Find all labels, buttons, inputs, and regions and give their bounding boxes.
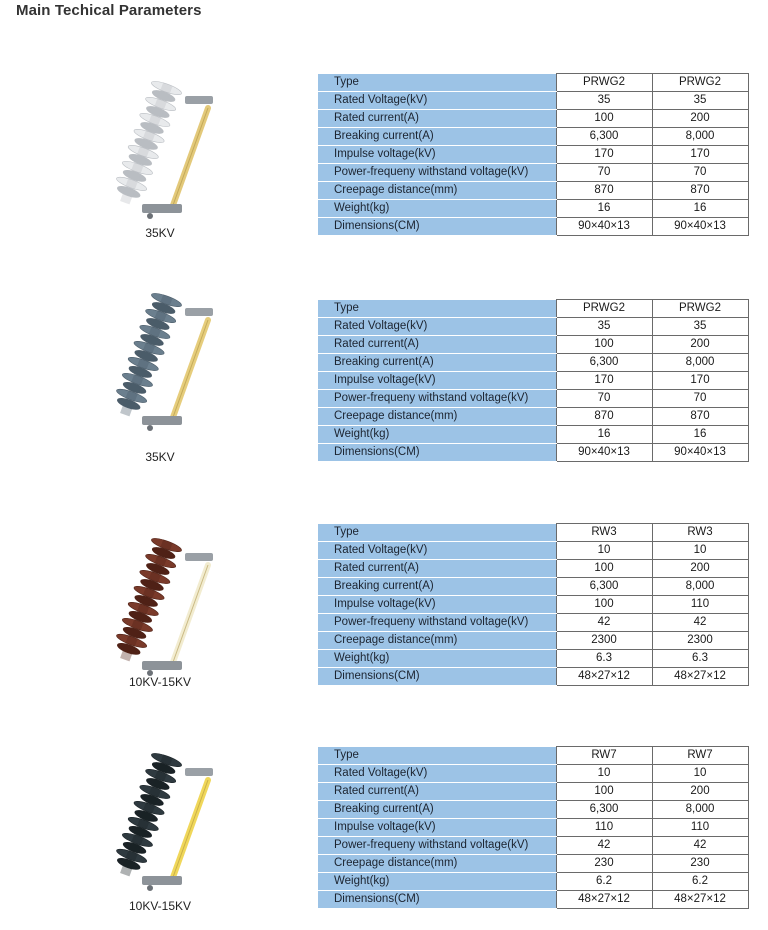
spec-row [318, 128, 748, 146]
spec-value: 2300 [652, 632, 748, 650]
spec-row [318, 747, 748, 765]
spec-label: Creepage distance(mm) [318, 408, 556, 426]
spec-row [318, 182, 748, 200]
spec-row [318, 560, 748, 578]
spec-label: Rated current(A) [318, 560, 556, 578]
spec-value: 100 [556, 336, 652, 354]
spec-label: Creepage distance(mm) [318, 632, 556, 650]
spec-row [318, 783, 748, 801]
spec-value: PRWG2 [556, 300, 652, 318]
insulator-icon [110, 79, 183, 208]
spec-value: 6.2 [556, 873, 652, 891]
spec-value: 48×27×12 [556, 891, 652, 909]
spec-row [318, 110, 748, 128]
spec-value: 110 [556, 819, 652, 837]
spec-value: 16 [652, 426, 748, 444]
fuse-cutout-image [90, 280, 230, 440]
insulator-icon [110, 751, 183, 880]
spec-section [0, 740, 768, 930]
spec-label: Breaking current(A) [318, 801, 556, 819]
spec-value: 170 [556, 146, 652, 164]
spec-row [318, 524, 748, 542]
spec-label: Weight(kg) [318, 873, 556, 891]
spec-value: 6,300 [556, 578, 652, 596]
spec-row [318, 390, 748, 408]
spec-value: 200 [652, 110, 748, 128]
spec-section [0, 525, 768, 715]
spec-label: Breaking current(A) [318, 354, 556, 372]
spec-value: 100 [556, 110, 652, 128]
spec-value: 8,000 [652, 801, 748, 819]
spec-value: PRWG2 [652, 300, 748, 318]
spec-value: 100 [556, 560, 652, 578]
spec-value: 90×40×13 [556, 444, 652, 462]
spec-table [318, 523, 749, 686]
spec-label: Breaking current(A) [318, 578, 556, 596]
spec-value: PRWG2 [556, 74, 652, 92]
spec-label: Dimensions(CM) [318, 218, 556, 236]
spec-row [318, 372, 748, 390]
product-caption: 10KV-15KV [128, 675, 192, 689]
spec-value: 35 [652, 92, 748, 110]
spec-row [318, 632, 748, 650]
spec-value: PRWG2 [652, 74, 748, 92]
spec-value: 870 [652, 408, 748, 426]
spec-label: Weight(kg) [318, 200, 556, 218]
spec-value: 90×40×13 [556, 218, 652, 236]
spec-label: Weight(kg) [318, 426, 556, 444]
spec-value: 8,000 [652, 578, 748, 596]
spec-row [318, 218, 748, 236]
fuse-cutout-image [90, 68, 230, 228]
spec-row [318, 336, 748, 354]
spec-row [318, 408, 748, 426]
spec-value: 170 [556, 372, 652, 390]
spec-value: 42 [556, 837, 652, 855]
spec-value: 6,300 [556, 354, 652, 372]
spec-row [318, 164, 748, 182]
spec-label: Rated Voltage(kV) [318, 542, 556, 560]
insulator-icon [110, 536, 183, 665]
spec-value: 16 [652, 200, 748, 218]
spec-value: 8,000 [652, 354, 748, 372]
spec-value: 90×40×13 [652, 218, 748, 236]
spec-value: 48×27×12 [556, 668, 652, 686]
spec-label: Rated current(A) [318, 783, 556, 801]
spec-row [318, 650, 748, 668]
spec-value: RW3 [652, 524, 748, 542]
spec-value: 870 [556, 182, 652, 200]
spec-row [318, 426, 748, 444]
spec-value: 170 [652, 146, 748, 164]
spec-label: Impulse voltage(kV) [318, 372, 556, 390]
spec-row [318, 146, 748, 164]
spec-value: 8,000 [652, 128, 748, 146]
spec-value: 2300 [556, 632, 652, 650]
spec-value: 870 [556, 408, 652, 426]
top-contact-icon [185, 96, 213, 104]
spec-label: Rated Voltage(kV) [318, 765, 556, 783]
top-contact-icon [185, 308, 213, 316]
spec-label: Rated Voltage(kV) [318, 92, 556, 110]
spec-value: 48×27×12 [652, 668, 748, 686]
spec-label: Dimensions(CM) [318, 444, 556, 462]
spec-value: 35 [556, 318, 652, 336]
spec-value: 10 [652, 542, 748, 560]
product-caption: 35KV [145, 226, 175, 240]
spec-row [318, 74, 748, 92]
spec-label: Type [318, 74, 556, 92]
bottom-contact-icon [142, 416, 182, 425]
top-contact-icon [185, 768, 213, 776]
spec-label: Type [318, 747, 556, 765]
spec-value: 170 [652, 372, 748, 390]
spec-row [318, 354, 748, 372]
spec-value: 70 [556, 164, 652, 182]
spec-value: 35 [652, 318, 748, 336]
spec-value: 42 [652, 837, 748, 855]
spec-row [318, 92, 748, 110]
spec-value: 6,300 [556, 801, 652, 819]
spec-label: Rated current(A) [318, 336, 556, 354]
spec-label: Rated Voltage(kV) [318, 318, 556, 336]
product-caption: 35KV [145, 450, 175, 464]
spec-label: Impulse voltage(kV) [318, 146, 556, 164]
spec-row [318, 819, 748, 837]
spec-row [318, 837, 748, 855]
spec-label: Impulse voltage(kV) [318, 819, 556, 837]
spec-label: Rated current(A) [318, 110, 556, 128]
spec-label: Weight(kg) [318, 650, 556, 668]
spec-row [318, 765, 748, 783]
spec-section [0, 280, 768, 470]
spec-value: RW7 [556, 747, 652, 765]
spec-value: 10 [556, 765, 652, 783]
spec-row [318, 200, 748, 218]
spec-value: 42 [652, 614, 748, 632]
spec-value: 230 [652, 855, 748, 873]
product-caption: 10KV-15KV [128, 899, 192, 913]
spec-row [318, 801, 748, 819]
spec-value: 90×40×13 [652, 444, 748, 462]
spec-value: 100 [556, 596, 652, 614]
spec-row [318, 891, 748, 909]
spec-label: Impulse voltage(kV) [318, 596, 556, 614]
spec-value: 10 [556, 542, 652, 560]
spec-value: 6.3 [556, 650, 652, 668]
spec-label: Power-frequeny withstand voltage(kV) [318, 614, 556, 632]
spec-label: Breaking current(A) [318, 128, 556, 146]
spec-label: Dimensions(CM) [318, 891, 556, 909]
spec-value: 16 [556, 200, 652, 218]
spec-value: 200 [652, 560, 748, 578]
spec-row [318, 444, 748, 462]
spec-value: 870 [652, 182, 748, 200]
spec-value: 200 [652, 783, 748, 801]
spec-table [318, 746, 749, 909]
spec-value: 230 [556, 855, 652, 873]
spec-row [318, 318, 748, 336]
page-title: Main Techical Parameters [16, 2, 202, 19]
spec-row [318, 855, 748, 873]
spec-row [318, 542, 748, 560]
insulator-icon [110, 291, 183, 420]
spec-value: 70 [556, 390, 652, 408]
bottom-contact-icon [142, 661, 182, 670]
spec-label: Type [318, 524, 556, 542]
spec-value: 70 [652, 164, 748, 182]
spec-label: Dimensions(CM) [318, 668, 556, 686]
spec-value: 42 [556, 614, 652, 632]
spec-row [318, 873, 748, 891]
spec-row [318, 596, 748, 614]
spec-value: 6.2 [652, 873, 748, 891]
spec-value: 35 [556, 92, 652, 110]
fuse-cutout-image [90, 740, 230, 900]
spec-row [318, 578, 748, 596]
spec-value: RW3 [556, 524, 652, 542]
spec-value: 100 [556, 783, 652, 801]
spec-row [318, 300, 748, 318]
spec-value: 110 [652, 819, 748, 837]
spec-value: 200 [652, 336, 748, 354]
top-contact-icon [185, 553, 213, 561]
spec-row [318, 614, 748, 632]
spec-value: 70 [652, 390, 748, 408]
spec-value: 6.3 [652, 650, 748, 668]
spec-section [0, 68, 768, 258]
spec-table [318, 73, 749, 236]
spec-row [318, 668, 748, 686]
spec-label: Creepage distance(mm) [318, 182, 556, 200]
spec-table [318, 299, 749, 462]
spec-value: 10 [652, 765, 748, 783]
spec-value: 48×27×12 [652, 891, 748, 909]
spec-value: 16 [556, 426, 652, 444]
spec-label: Power-frequeny withstand voltage(kV) [318, 164, 556, 182]
spec-value: 6,300 [556, 128, 652, 146]
spec-label: Type [318, 300, 556, 318]
spec-label: Power-frequeny withstand voltage(kV) [318, 390, 556, 408]
spec-label: Creepage distance(mm) [318, 855, 556, 873]
bottom-contact-icon [142, 876, 182, 885]
bottom-contact-icon [142, 204, 182, 213]
spec-value: RW7 [652, 747, 748, 765]
fuse-cutout-image [90, 525, 230, 685]
spec-value: 110 [652, 596, 748, 614]
spec-label: Power-frequeny withstand voltage(kV) [318, 837, 556, 855]
